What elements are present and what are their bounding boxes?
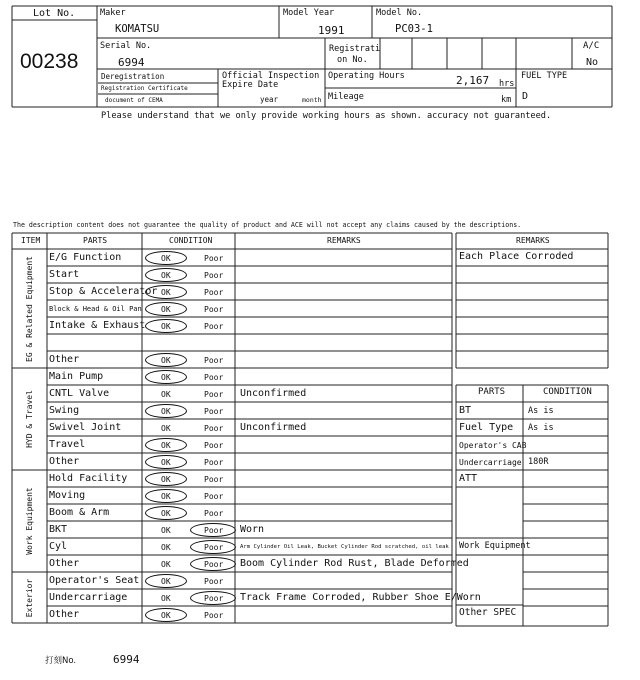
disclaimer: The description content does not guarantee the quality of product and ACE will not accept any claims caused by the descriptions. [13,221,522,229]
ok-selected-circle [145,285,187,299]
lot-no-value: 00238 [20,50,79,73]
ok-option: OK [161,509,171,518]
ok-selected-circle [145,370,187,384]
stamp-no-label: 打刻No. [45,656,77,666]
part-name: Moving [49,490,86,501]
poor-option: Poor [204,475,224,484]
ok-option: OK [161,492,171,501]
ok-selected-circle [145,353,187,367]
remark-text: Unconfirmed [240,422,307,433]
part-name: Swivel Joint [49,422,122,433]
ok-selected-circle [145,574,187,588]
poor-option: Poor [204,543,224,552]
right-parts-header: PARTS [478,387,506,397]
poor-option: Poor [204,458,224,467]
ok-selected-circle [145,472,187,486]
part-name: Block & Head & Oil Pan [49,305,142,313]
right-remarks-text: Each Place Corroded [459,251,574,262]
ok-option: OK [161,594,171,603]
registration-label-2: on No. [337,55,368,65]
ok-option: OK [161,390,171,399]
poor-option: Poor [204,560,224,569]
part-name: Main Pump [49,371,104,382]
group-label: Exterior [25,578,34,617]
poor-option: Poor [204,288,224,297]
stamp-no-value: 6994 [113,653,140,666]
poor-option: Poor [204,611,224,620]
poor-option: Poor [204,322,224,331]
poor-option: Poor [204,356,224,365]
part-name: Stop & Accelerator [49,286,158,297]
remark-text: Unconfirmed [240,388,307,399]
spec-part: Fuel Type [459,422,514,433]
inspection-label-1: Official Inspection [222,71,320,81]
deregistration-label: Deregistration [101,72,165,81]
ok-option: OK [161,305,171,314]
poor-selected-circle [190,591,236,605]
spec-part: Undercarriage [459,458,522,467]
poor-option: Poor [204,424,224,433]
maker-value: KOMATSU [115,23,160,35]
part-name: Other [49,456,80,467]
model-year-label: Model Year [283,8,335,18]
fuel-type-value: D [522,91,529,102]
year-label: year [260,95,279,104]
poor-option: Poor [204,577,224,586]
poor-option: Poor [204,373,224,382]
ok-option: OK [161,560,171,569]
mileage-label: Mileage [328,92,364,102]
ok-option: OK [161,526,171,535]
parts-header: PARTS [83,236,108,245]
part-name: E/G Function [49,252,122,263]
hours-note: Please understand that we only provide working hours as shown. accuracy not guaranteed. [101,111,552,121]
ok-option: OK [161,475,171,484]
group-label: EG & Related Equipment [25,255,34,362]
part-name: Boom & Arm [49,507,110,518]
ac-value: No [586,57,599,68]
model-no-label: Model No. [376,8,423,18]
ok-selected-circle [145,608,187,622]
poor-option: Poor [204,407,224,416]
operating-hours-value: 2,167 [456,74,490,87]
spec-part: ATT [459,473,478,484]
part-name: Travel [49,439,86,450]
ok-selected-circle [145,438,187,452]
poor-option: Poor [204,594,224,603]
remark-text: Track Frame Corroded, Rubber Shoe E/Worn [240,592,481,603]
ok-selected-circle [145,268,187,282]
poor-option: Poor [204,492,224,501]
ok-option: OK [161,577,171,586]
remark-text: Arm Cylinder Oil Leak, Bucket Cylinder Rod scratched, oil leak [240,544,449,550]
inspection-label-2: Expire Date [222,80,279,90]
ok-selected-circle [145,404,187,418]
part-name: Start [49,269,80,280]
ok-selected-circle [145,319,187,333]
part-name: Undercarriage [49,592,128,603]
item-header: ITEM [21,236,41,245]
ok-option: OK [161,322,171,331]
part-name: Hold Facility [49,473,128,484]
serial-no-value: 6994 [118,56,145,69]
part-name: Other [49,609,80,620]
part-name: Cyl [49,541,68,552]
ok-option: OK [161,441,171,450]
serial-no-label: Serial No. [100,41,152,51]
spec-condition: As is [528,406,554,416]
part-name: BKT [49,524,68,535]
group-label: HYD & Travel [25,390,34,448]
poor-option: Poor [204,526,224,535]
poor-option: Poor [204,509,224,518]
ok-option: OK [161,356,171,365]
ok-option: OK [161,458,171,467]
poor-selected-circle [190,557,236,571]
ok-option: OK [161,271,171,280]
part-name: Intake & Exhaust [49,320,146,331]
poor-option: Poor [204,305,224,314]
km-label: km [501,95,512,105]
remark-text: Worn [240,524,265,535]
part-name: Other [49,558,80,569]
spec-condition: 180R [528,457,549,467]
ok-option: OK [161,373,171,382]
right-remarks-header: REMARKS [516,236,550,245]
spec-part: BT [459,405,472,416]
fuel-type-label: FUEL TYPE [521,71,568,81]
other-spec-label: Other SPEC [459,607,517,618]
part-name: CNTL Valve [49,388,110,399]
month-label: month [302,96,322,104]
poor-option: Poor [204,271,224,280]
ok-option: OK [161,611,171,620]
work-equipment-label: Work Equipment [459,541,531,551]
ok-selected-circle [145,302,187,316]
registration-label-1: Registrati [329,44,381,54]
ok-option: OK [161,254,171,263]
operating-hours-label: Operating Hours [328,71,405,81]
part-name: Swing [49,405,80,416]
ok-option: OK [161,424,171,433]
poor-option: Poor [204,441,224,450]
ac-label: A/C [583,41,600,51]
remark-text: Boom Cylinder Rod Rust, Blade Deformed [240,558,469,569]
lot-no-label: Lot No. [33,8,76,19]
spec-part: Operator's CAB [459,441,527,450]
part-name: Operator's Seat [49,575,140,586]
model-year-value: 1991 [318,24,345,37]
poor-option: Poor [204,390,224,399]
ok-selected-circle [145,489,187,503]
part-name: Other [49,354,80,365]
poor-selected-circle [190,540,236,554]
cema-label: document of CEMA [105,97,163,104]
spec-condition: As is [528,423,554,433]
ok-selected-circle [145,251,187,265]
ok-selected-circle [145,455,187,469]
hrs-label: hrs [499,79,515,89]
right-condition-header: CONDITION [543,387,592,397]
model-no-value: PC03-1 [395,23,433,35]
ok-selected-circle [145,506,187,520]
group-label: Work Equipment [25,487,34,555]
ok-option: OK [161,288,171,297]
ok-option: OK [161,407,171,416]
remarks-header: REMARKS [327,236,361,245]
maker-label: Maker [100,8,126,18]
poor-option: Poor [204,254,224,263]
condition-header: CONDITION [169,236,213,245]
ok-option: OK [161,543,171,552]
poor-selected-circle [190,523,236,537]
registration-certificate-label: Registration Certificate [101,85,188,92]
